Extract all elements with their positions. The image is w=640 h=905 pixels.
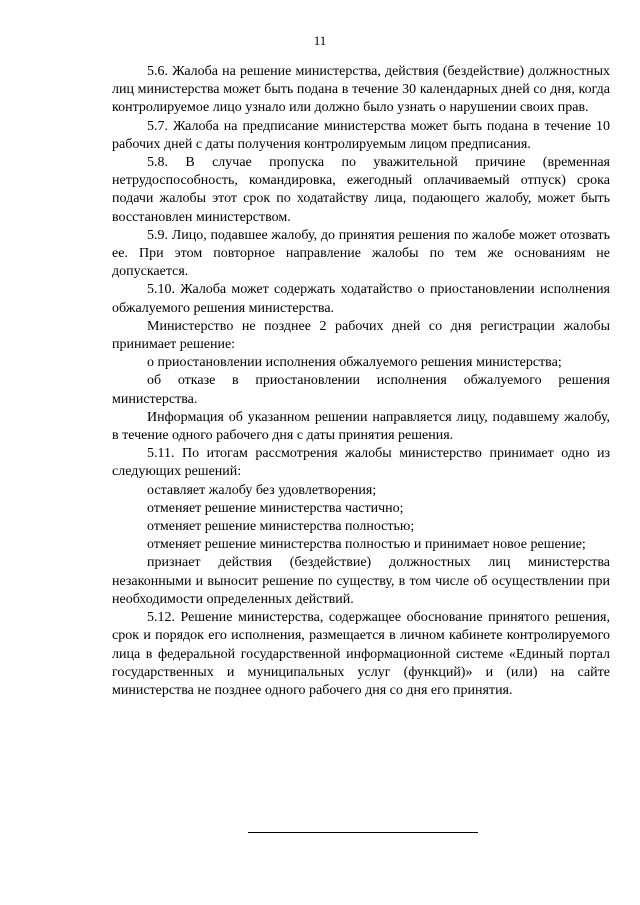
list-item: об отказе в приостановлении исполнения обжалуемого решения министерства. [112,373,610,407]
paragraph-5-6: 5.6. Жалоба на решение министерства, действия (бездействие) должностных лиц министерства может быть подана в течение 30 календарных дней со дня, когда контролируемое лицо узнало или должно было узнать о нарушении своих прав. [112,64,610,116]
paragraph-5-9: 5.9. Лицо, подавшее жалобу, до принятия решения по жалобе может отозвать ее. При этом повторное направление жалобы по тем же основаниям не допускается. [112,227,610,280]
list-item: отменяет решение министерства полностью; [147,519,415,535]
paragraph-5-7: 5.7. Жалоба на предписание министерства может быть подана в течение 10 рабочих дней с даты получения контролируемым лицом предписания. [112,118,610,152]
paragraph-5-8: 5.8. В случае пропуска по уважительной причине (временная нетрудоспособность, командировка, ежегодный оплачиваемый отпуск) срока подачи жалобы этот срок по ходатайству лица, подающего жалобу, может быть восстановлен министерством. [112,155,610,225]
list-item: отменяет решение министерства частично; [147,500,404,516]
document-body [112,63,610,700]
paragraph-5-11: 5.11. По итогам рассмотрения жалобы министерство принимает одно из следующих решений: [112,446,610,480]
list-item: оставляет жалобу без удовлетворения; [147,482,377,498]
list-item: о приостановлении исполнения обжалуемого решения министерства; [147,355,562,371]
paragraph-5-10: 5.10. Жалоба может содержать ходатайство о приостановлении исполнения обжалуемого решения министерства. [112,282,610,316]
paragraph-decision-info: Информация об указанном решении направляется лицу, подавшему жалобу, в течение одного рабочего дня с даты принятия решения. [112,409,610,444]
list-item: отменяет решение министерства полностью и принимает новое решение; [147,537,586,553]
paragraph-decision-intro: Министерство не позднее 2 рабочих дней со дня регистрации жалобы принимает решение: [112,318,610,353]
list-item: признает действия (бездействие) должностных лиц министерства незаконными и выносит решение по существу, в том числе об осуществлении при необходимости определенных действий. [112,555,610,607]
end-divider [248,832,478,833]
paragraph-5-12: 5.12. Решение министерства, содержащее обоснование принятого решения, срок и порядок его исполнения, размещается в личном кабинете контролируемого лица в федеральной государственной информационной системе «Единый портал государственных и муниципальных услуг (функций)» и (или) на сайте министерства не позднее одного рабочего дня со дня его принятия. [112,610,610,698]
page-number: 11 [313,33,327,48]
